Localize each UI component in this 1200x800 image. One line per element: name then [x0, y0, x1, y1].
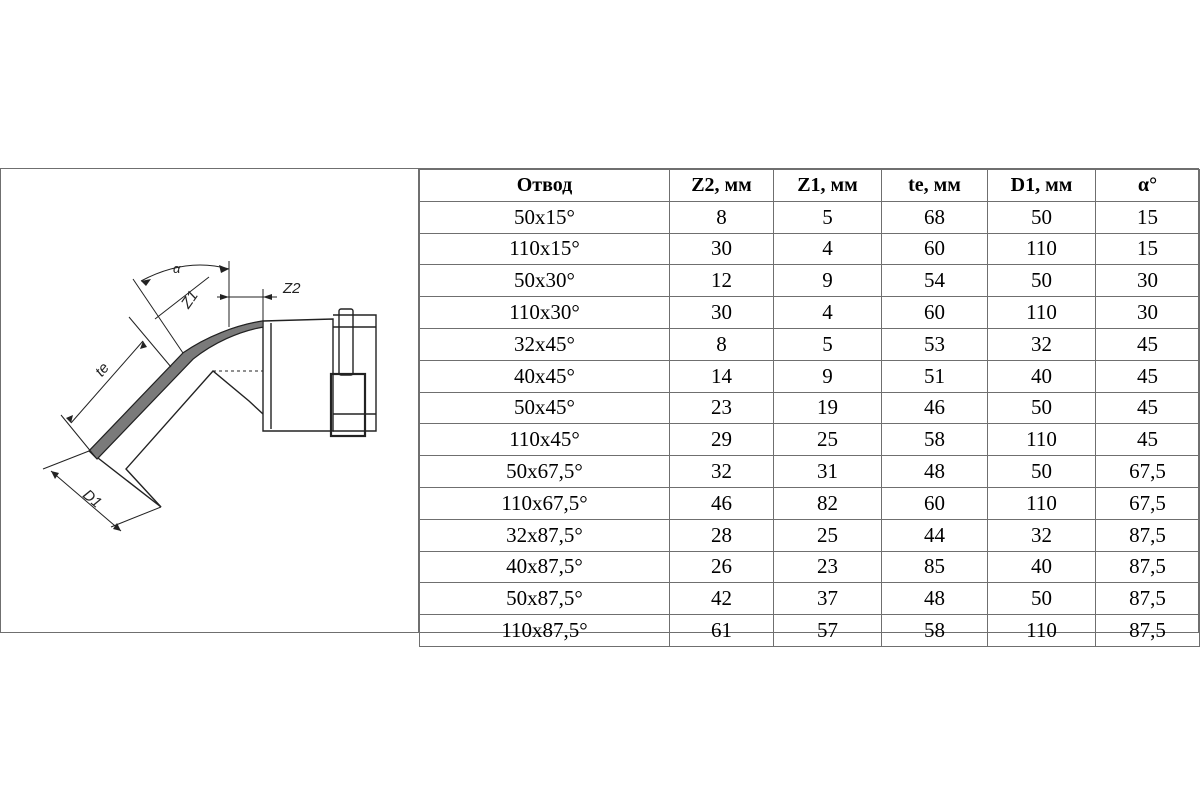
- cell-d1: 50: [988, 583, 1096, 615]
- cell-alpha: 87,5: [1096, 519, 1200, 551]
- cell-d1: 50: [988, 201, 1096, 233]
- cell-z1: 25: [774, 519, 882, 551]
- cell-otvod: 50x67,5°: [420, 456, 670, 488]
- table-row: [420, 456, 1200, 488]
- cell-alpha: 87,5: [1096, 551, 1200, 583]
- cell-z2: 8: [670, 328, 774, 360]
- cell-te: 48: [882, 583, 988, 615]
- alpha-arc: [141, 265, 229, 281]
- cell-z2: 32: [670, 456, 774, 488]
- cell-otvod: 50x30°: [420, 265, 670, 297]
- table-row: [420, 615, 1200, 647]
- cell-alpha: 87,5: [1096, 615, 1200, 647]
- table-row: [420, 487, 1200, 519]
- cell-z2: 61: [670, 615, 774, 647]
- cell-te: 60: [882, 233, 988, 265]
- cell-otvod: 32x45°: [420, 328, 670, 360]
- cell-d1: 110: [988, 233, 1096, 265]
- cell-alpha: 45: [1096, 328, 1200, 360]
- cell-otvod: 32x87,5°: [420, 519, 670, 551]
- cell-z2: 26: [670, 551, 774, 583]
- label-z1: Z1: [177, 287, 202, 312]
- label-te: te: [91, 359, 113, 381]
- cell-te: 46: [882, 392, 988, 424]
- header-otvod: Отвод: [420, 170, 670, 202]
- arrow-d1-2: [113, 523, 121, 531]
- arrow-te-1: [140, 341, 147, 349]
- cell-te: 54: [882, 265, 988, 297]
- seal-body: [331, 374, 365, 436]
- elbow-diagram: [1, 169, 419, 632]
- table-row: [420, 551, 1200, 583]
- label-d1: D1: [79, 486, 105, 512]
- wall-hatch: [89, 321, 263, 459]
- cell-alpha: 15: [1096, 233, 1200, 265]
- dimensions-table: [419, 169, 1200, 647]
- cell-d1: 40: [988, 360, 1096, 392]
- table-row: [420, 392, 1200, 424]
- cell-te: 44: [882, 519, 988, 551]
- cell-d1: 50: [988, 265, 1096, 297]
- cell-otvod: 110x45°: [420, 424, 670, 456]
- arrow-alpha-2: [219, 265, 229, 273]
- table-header-row: [420, 170, 1200, 202]
- cell-te: 48: [882, 456, 988, 488]
- cell-z1: 25: [774, 424, 882, 456]
- cell-alpha: 15: [1096, 201, 1200, 233]
- cell-d1: 50: [988, 392, 1096, 424]
- cell-z1: 5: [774, 328, 882, 360]
- header-d1: D1, мм: [988, 170, 1096, 202]
- cell-z1: 4: [774, 297, 882, 329]
- cell-alpha: 87,5: [1096, 583, 1200, 615]
- cell-z1: 82: [774, 487, 882, 519]
- cell-d1: 110: [988, 487, 1096, 519]
- table-row: [420, 265, 1200, 297]
- cell-otvod: 110x15°: [420, 233, 670, 265]
- cell-z2: 28: [670, 519, 774, 551]
- table-row: [420, 424, 1200, 456]
- cell-z2: 42: [670, 583, 774, 615]
- cell-te: 53: [882, 328, 988, 360]
- cell-te: 85: [882, 551, 988, 583]
- cell-d1: 50: [988, 456, 1096, 488]
- cell-z1: 9: [774, 265, 882, 297]
- cell-z1: 31: [774, 456, 882, 488]
- cell-te: 68: [882, 201, 988, 233]
- table-row: [420, 297, 1200, 329]
- ext-line-te-top: [129, 317, 171, 367]
- cell-d1: 110: [988, 424, 1096, 456]
- cell-z1: 37: [774, 583, 882, 615]
- cell-te: 51: [882, 360, 988, 392]
- cell-z1: 23: [774, 551, 882, 583]
- cell-d1: 110: [988, 297, 1096, 329]
- cell-otvod: 40x45°: [420, 360, 670, 392]
- cell-z1: 4: [774, 233, 882, 265]
- cell-z2: 14: [670, 360, 774, 392]
- label-z2: Z2: [283, 280, 301, 297]
- cell-alpha: 67,5: [1096, 456, 1200, 488]
- table-row: [420, 201, 1200, 233]
- cell-z2: 8: [670, 201, 774, 233]
- cell-otvod: 50x87,5°: [420, 583, 670, 615]
- cell-z1: 5: [774, 201, 882, 233]
- cell-d1: 110: [988, 615, 1096, 647]
- cell-alpha: 45: [1096, 360, 1200, 392]
- arrow-z2-1: [220, 294, 229, 300]
- cell-otvod: 50x45°: [420, 392, 670, 424]
- pipe-elbow-drawing: [1, 169, 419, 632]
- cell-otvod: 110x67,5°: [420, 487, 670, 519]
- cell-z2: 12: [670, 265, 774, 297]
- cell-otvod: 40x87,5°: [420, 551, 670, 583]
- elbow-outer-wall-2: [97, 327, 263, 459]
- cell-z1: 19: [774, 392, 882, 424]
- cell-z2: 29: [670, 424, 774, 456]
- cell-alpha: 30: [1096, 297, 1200, 329]
- cell-te: 60: [882, 487, 988, 519]
- table-row: [420, 328, 1200, 360]
- cell-alpha: 67,5: [1096, 487, 1200, 519]
- cell-z1: 57: [774, 615, 882, 647]
- spec-sheet: [0, 168, 1199, 643]
- table-row: [420, 233, 1200, 265]
- cell-otvod: 110x30°: [420, 297, 670, 329]
- seal-stem: [339, 309, 353, 375]
- header-z2: Z2, мм: [670, 170, 774, 202]
- ext-line-te-bottom: [61, 415, 97, 459]
- header-te: te, мм: [882, 170, 988, 202]
- ext-line-d1-1: [43, 451, 89, 469]
- cell-z1: 9: [774, 360, 882, 392]
- header-z1: Z1, мм: [774, 170, 882, 202]
- table-row: [420, 519, 1200, 551]
- cell-z2: 46: [670, 487, 774, 519]
- cell-d1: 40: [988, 551, 1096, 583]
- cell-alpha: 45: [1096, 424, 1200, 456]
- cell-te: 60: [882, 297, 988, 329]
- label-alpha: α: [173, 261, 181, 276]
- cell-z2: 30: [670, 233, 774, 265]
- table-row: [420, 360, 1200, 392]
- cell-alpha: 30: [1096, 265, 1200, 297]
- cell-otvod: 110x87,5°: [420, 615, 670, 647]
- cell-d1: 32: [988, 328, 1096, 360]
- cell-te: 58: [882, 424, 988, 456]
- cell-z2: 30: [670, 297, 774, 329]
- ext-line-alpha: [133, 279, 183, 353]
- cell-te: 58: [882, 615, 988, 647]
- arrow-z2-2: [263, 294, 272, 300]
- cell-otvod: 50x15°: [420, 201, 670, 233]
- ext-line-d1-2: [111, 507, 161, 527]
- arrow-d1-1: [51, 471, 59, 479]
- table-row: [420, 583, 1200, 615]
- header-alpha: α°: [1096, 170, 1200, 202]
- cell-z2: 23: [670, 392, 774, 424]
- cell-alpha: 45: [1096, 392, 1200, 424]
- socket-outline: [263, 319, 333, 431]
- cell-d1: 32: [988, 519, 1096, 551]
